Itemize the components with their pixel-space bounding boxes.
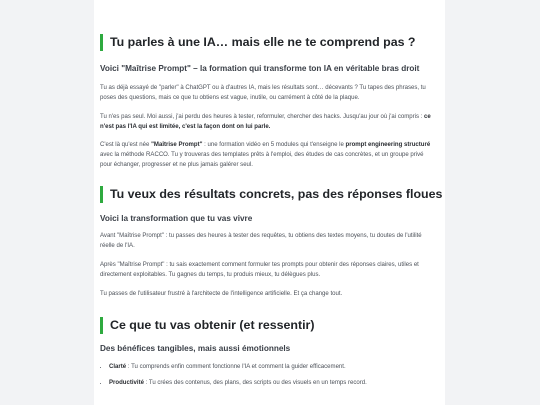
section-2-paragraph-1: Avant "Maîtrise Prompt" : tu passes des heures à tester des requêtes, tu obtiens des textes moyens, tu doutes de l'utilité réelle de l'IA. [100, 233, 422, 249]
article-page [94, 0, 445, 405]
section-3-heading: Ce que tu vas obtenir (et ressentir) [100, 317, 435, 334]
list-item-label: Productivité [109, 380, 144, 386]
section-2-paragraph-2: Après "Maîtrise Prompt" : tu sais exactement comment formuler tes prompts pour obtenir des réponses claires, utiles et directement exploitables. Tu gagnes du temps, tu produis mieux, tu délègues plus. [100, 262, 419, 278]
section-3-subheading: Des bénéfices tangibles, mais aussi émotionnels [100, 344, 291, 353]
section-1-paragraph-2-bold: ce n'est pas l'IA qui est limitée, c'est la façon dont on lui parle. [100, 114, 431, 130]
section-2-subheading: Voici la transformation que tu vas vivre [100, 214, 253, 223]
section-2-paragraph-3: Tu passes de l'utilisateur frustré à l'architecte de l'intelligence artificielle. Et ça change tout. [100, 291, 343, 297]
section-1-paragraph-3-a: C'est là qu'est née [100, 142, 152, 148]
list-item-text: : Tu crées des contenus, des plans, des scripts ou des visuels en un temps record. [143, 380, 367, 386]
section-1-paragraph-2 [100, 112, 435, 132]
section-1-subheading: Voici "Maîtrise Prompt" – la formation qui transforme ton IA en véritable bras droit [100, 64, 420, 73]
list-item-label: Clarté [109, 364, 127, 370]
section-2-heading: Tu veux des résultats concrets, pas des réponses floues [100, 186, 435, 203]
article-content [94, 0, 445, 388]
section-1-paragraph-3 [100, 140, 435, 170]
section-1-paragraph-3-b: "Maîtrise Prompt" [151, 142, 203, 148]
section-1-paragraph-2-text: Tu n'es pas seul. Moi aussi, j'ai perdu des heures à tester, reformuler, chercher des hacks. Jusqu'au jour où j'ai compris : [100, 114, 425, 120]
list-item [109, 378, 435, 388]
section-1-paragraph-1: Tu as déjà essayé de "parler" à ChatGPT ou à d'autres IA, mais les résultats sont… décevants ? Tu tapes des phrases, tu poses des questions, mais ce que tu obtiens est vague, inutile, ou carrément à côté de la plaque. [100, 85, 426, 101]
benefits-list [100, 362, 435, 388]
list-item [109, 362, 435, 372]
section-1-heading: Tu parles à une IA… mais elle ne te comprend pas ? [100, 34, 435, 51]
section-1-paragraph-3-d: prompt engineering structuré [345, 142, 431, 148]
section-1-paragraph-3-c: : une formation vidéo en 5 modules qui t'enseigne le [202, 142, 346, 148]
section-1-paragraph-3-e: avec la méthode RACCO. Tu y trouveras des templates prêts à l'emploi, des études de cas concrètes, et un groupe privé pour échanger, progresser et ne plus jamais galérer seul. [100, 152, 424, 168]
list-item-text: : Tu comprends enfin comment fonctionne l'IA et comment la guider efficacement. [126, 364, 346, 370]
